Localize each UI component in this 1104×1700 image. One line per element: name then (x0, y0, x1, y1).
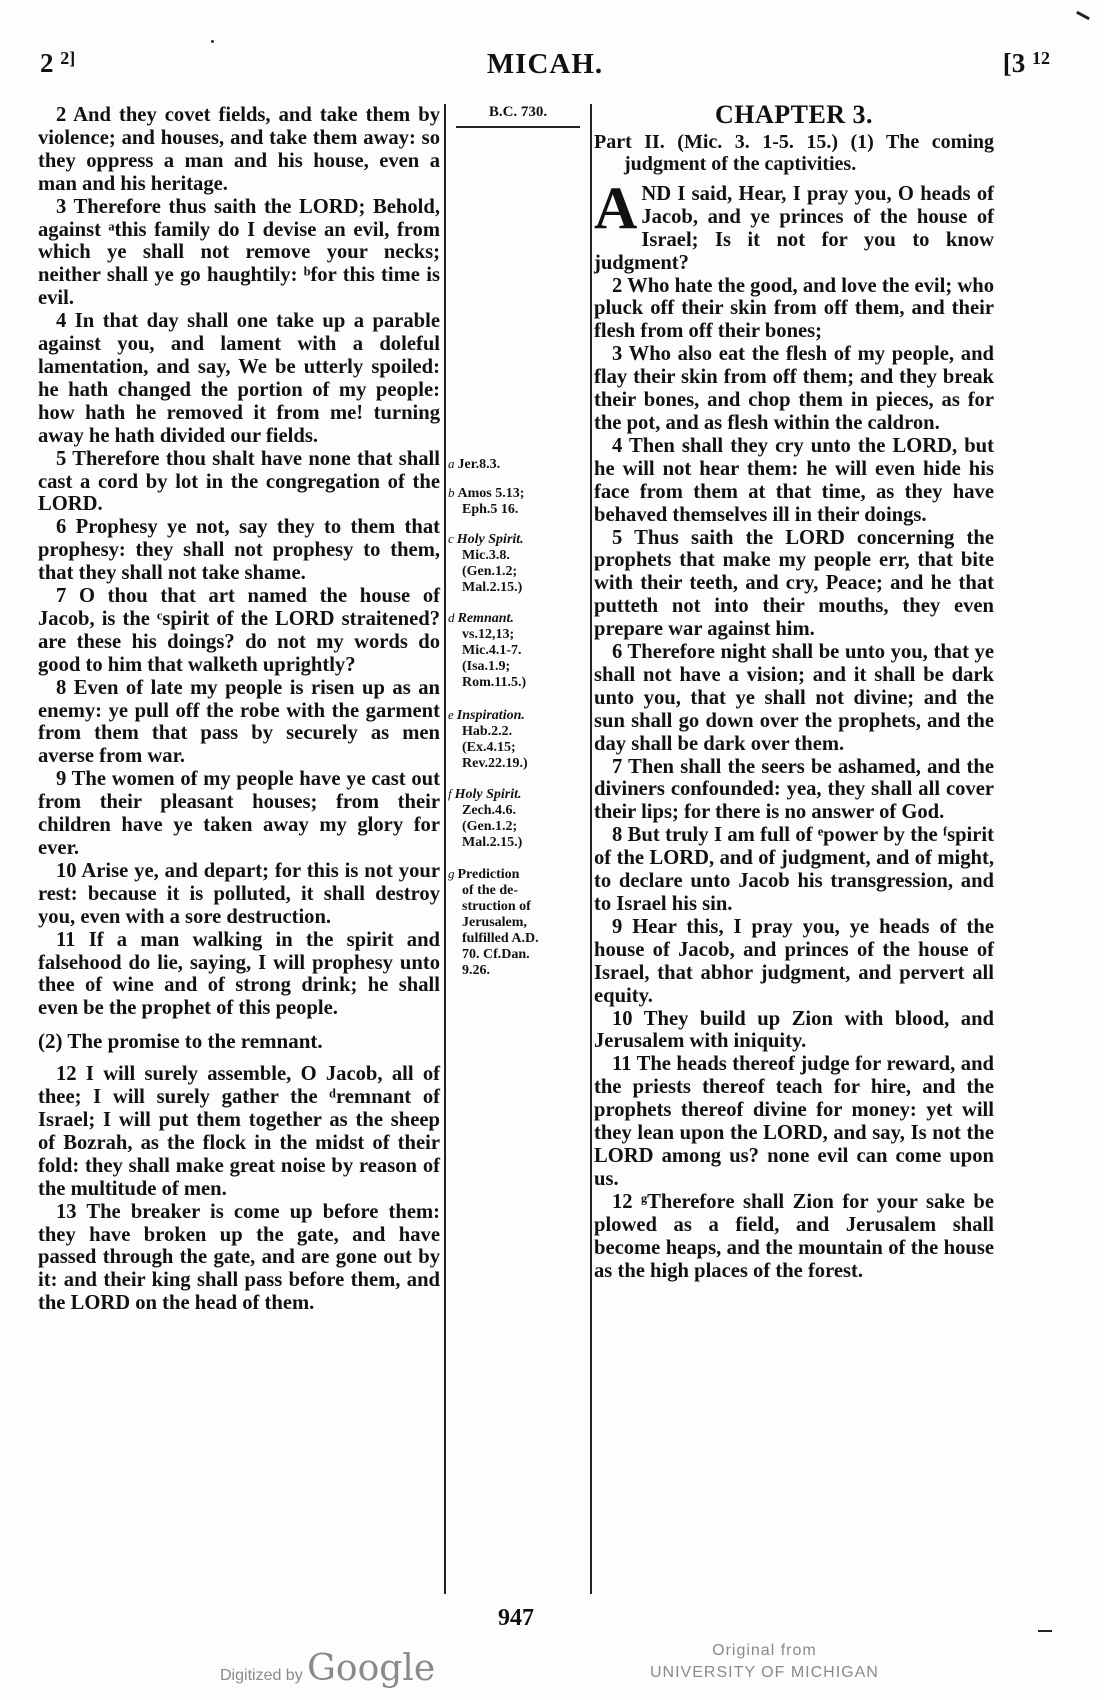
verse: 7 Then shall the seers be ashamed, and the diviners confounded: yea, they shall all cover their lips; for there is no answer of God. (594, 755, 994, 824)
verse: 12 ᵍTherefore shall Zion for your sake be plowed as a field, and Jerusalem shall become heaps, and the mountain of the house as the high places of the forest. (594, 1190, 994, 1282)
header-left: 2 $^{2]}$ (40, 48, 76, 78)
verse: 13 The breaker is come up before them: they have broken up the gate, and have passed through the gate, and are gone out by it: and their king shall pass before them, and the LORD on the head of them. (38, 1200, 440, 1315)
speck (211, 40, 214, 43)
column-rule-right (590, 104, 592, 1594)
google-logo: Google (307, 1648, 436, 1689)
part-heading: Part II. (Mic. 3. 1-5. 15.) (1) The coming judgment of the captivities. (594, 130, 994, 175)
page-number: 947 (498, 1605, 534, 1631)
verse: 8 But truly I am full of ᵉpower by the ᶠspirit of the LORD, and of judgment, and of might, to declare unto Jacob his transgression, and to Israel his sin. (594, 824, 994, 915)
verse: 9 The women of my people have ye cast out from their pleasant houses; from their children have ye taken away my glory for ever. (38, 768, 440, 859)
date-marker: B.C. 730. (456, 104, 580, 128)
marginal-note: d Remnant. vs.12,13; Mic.4.1-7. (Isa.1.9; Rom.11.5.) (448, 610, 527, 690)
section-heading: (2) The promise to the remnant. (38, 1029, 323, 1054)
verse: 3 Who also eat the flesh of my people, and flay their skin from off them; and they break their bones, and chop them in pieces, as for the pot, and as flesh within the caldron. (594, 343, 994, 434)
verse: 10 They build up Zion with blood, and Jerusalem with iniquity. (594, 1007, 994, 1053)
book-title: MICAH. (486, 48, 604, 80)
verse: 3 Therefore thus saith the LORD; Behold, against ᵃthis family do I devise an evil, from which ye shall not remove your necks; neither shall ye go haughtily: ᵇfor this time is evil. (38, 195, 440, 310)
verse: AND I said, Hear, I pray you, O heads of Jacob, and ye princes of the house of Israel; Is it not for you to know judgment? (594, 174, 994, 274)
corner-mark (1076, 11, 1090, 20)
chapter-heading: CHAPTER 3. (714, 100, 874, 129)
marginal-note: b Amos 5.13; Eph.5 16. (448, 485, 525, 517)
marginal-references (448, 104, 588, 978)
verse: 11 The heads thereof judge for reward, and the priests thereof teach for hire, and the prophets thereof divine for money: yet will they lean upon the LORD, and say, Is not the LORD among us? none evil can come upon us. (594, 1053, 994, 1190)
verse: 2 Who hate the good, and love the evil; who pluck off their skin from off them, and their flesh from off their bones; (594, 274, 994, 343)
marginal-note: e Inspiration. Hab.2.2. (Ex.4.15; Rev.22.19.) (448, 707, 528, 771)
verse: 11 If a man walking in the spirit and falsehood do lie, saying, I will prophesy unto thee of wine and of strong drink; he shall even be the prophet of this people. (38, 928, 440, 1020)
left-column (38, 104, 440, 1315)
verse: 7 O thou that art named the house of Jacob, is the ᶜspirit of the LORD straitened? are these his doings? do not my words do good to him that walketh uprightly? (38, 585, 440, 676)
header-right: [3 $^{12}$ (1002, 48, 1050, 78)
drop-cap: A (594, 174, 638, 241)
column-rule-left (444, 104, 446, 1594)
verse: 5 Therefore thou shalt have none that shall cast a cord by lot in the congregation of the LORD. (38, 447, 440, 516)
verse: 4 Then shall they cry unto the LORD, but he will not hear them: he will even hide his face from them at that time, as they have behaved themselves ill in their doings. (594, 434, 994, 526)
verse: 6 Prophesy ye not, say they to them that prophesy: they shall not prophesy to them, that they shall not take shame. (38, 516, 440, 585)
page-header (40, 48, 1050, 88)
verse: 5 Thus saith the LORD concerning the prophets that make my people err, that bite with their teeth, and cry, Peace; and he that putteth not into their mouths, they even prepare war against him. (594, 526, 994, 641)
edge-mark (1038, 1630, 1052, 1632)
marginal-note: c Holy Spirit. Mic.3.8. (Gen.1.2; Mal.2.15.) (448, 531, 524, 595)
verse: 8 Even of late my people is risen up as an enemy: ye pull off the robe with the garment from them that pass by securely as men averse from war. (38, 676, 440, 768)
marginal-note: g Prediction of the de- struction of Jerusalem, fulfilled A.D. 70. Cf.Dan. 9.26. (448, 866, 539, 978)
source-attribution: Original from UNIVERSITY OF MICHIGAN (650, 1642, 879, 1681)
verse: 6 Therefore night shall be unto you, that ye shall not have a vision; and it shall be dark unto you, that ye shall not divine; and the sun shall go down over the prophets, and the day shall be dark over them. (594, 641, 994, 755)
verse: 4 In that day shall one take up a parable against you, and lament with a doleful lamentation, and say, We be utterly spoiled: he hath changed the portion of my people: how hath he removed it from me! turning away he hath divided our fields. (38, 310, 440, 447)
verse: 2 And they covet fields, and take them by violence; and houses, and take them away: so they oppress a man and his house, even a man and his heritage. (38, 104, 440, 195)
digitized-by-google: Digitized by Google (220, 1648, 436, 1689)
verse: 12 I will surely assemble, O Jacob, all of thee; I will surely gather the ᵈremnant of Israel; I will put them together as the sheep of Bozrah, as the flock in the midst of their fold: they shall make great noise by reason of the multitude of men. (38, 1063, 440, 1200)
marginal-note: f Holy Spirit. Zech.4.6. (Gen.1.2; Mal.2.15.) (448, 786, 523, 850)
marginal-note: a Jer.8.3. (448, 456, 501, 472)
verse: 9 Hear this, I pray you, ye heads of the house of Jacob, and princes of the house of Israel, that abhor judgment, and pervert all equity. (594, 915, 994, 1007)
verse: 10 Arise ye, and depart; for this is not your rest: because it is polluted, it shall destroy you, even with a sore destruction. (38, 859, 440, 928)
right-column (594, 100, 994, 1282)
